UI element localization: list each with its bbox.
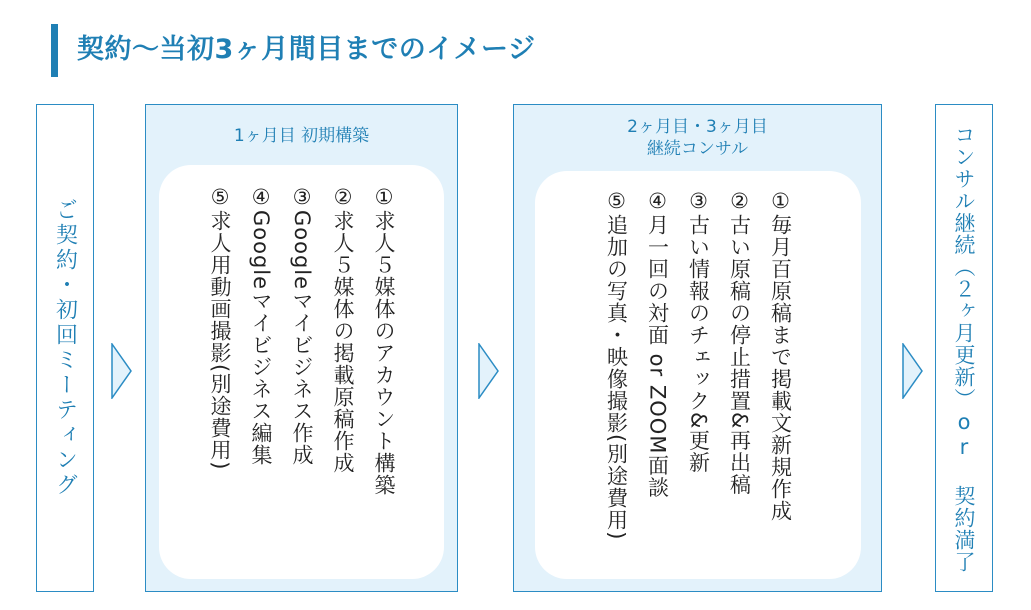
phase-1-title xyxy=(146,125,457,147)
phase-2-title-line2: 継続コンサル xyxy=(646,139,749,159)
phase-2-step xyxy=(678,189,719,579)
phase-1-step xyxy=(322,185,363,579)
step-text: 毎月百原稿まで掲載文新規作成 xyxy=(768,214,793,522)
phase-1-step xyxy=(199,185,240,579)
phase-2-step xyxy=(596,189,637,579)
phase-1-step xyxy=(281,185,322,579)
phase-1-step xyxy=(363,185,404,579)
phase-2-title-line1: 2ヶ月目・3ヶ月目 xyxy=(627,117,768,137)
step-text: Googleマイビジネス作成 xyxy=(290,210,314,467)
step-number-marker: ④ xyxy=(249,185,273,210)
start-box xyxy=(36,104,94,592)
phase-1-steps xyxy=(199,185,404,579)
phase-1-steps-panel xyxy=(159,165,444,579)
phase-2-steps xyxy=(596,189,801,579)
step-number-marker: ① xyxy=(768,189,793,214)
arrow-3-icon xyxy=(902,343,924,399)
end-box xyxy=(935,104,993,592)
phase-2-box xyxy=(513,104,882,592)
step-number-marker: ⑤ xyxy=(208,185,232,210)
phase-2-steps-panel xyxy=(535,171,861,579)
step-number-marker: ③ xyxy=(290,185,314,210)
title-accent-bar xyxy=(51,24,58,77)
step-text: 求人用動画撮影(別途費用) xyxy=(208,210,232,471)
phase-2-step xyxy=(719,189,760,579)
phase-2-step xyxy=(760,189,801,579)
arrow-1-icon xyxy=(111,343,133,399)
arrow-2-icon xyxy=(478,343,500,399)
step-text: 古い情報のチェック&更新 xyxy=(686,214,711,474)
step-text: 追加の写真・映像撮影(別途費用) xyxy=(604,214,629,541)
step-text: 求人５媒体のアカウント構築 xyxy=(372,210,396,496)
step-number-marker: ① xyxy=(372,185,396,210)
step-number-marker: ② xyxy=(727,189,752,214)
phase-2-step xyxy=(637,189,678,579)
step-number-marker: ⑤ xyxy=(604,189,629,214)
step-text: 古い原稿の停止措置&再出稿 xyxy=(727,214,752,496)
phase-1-box xyxy=(145,104,458,592)
phase-1-title-line1: 1ヶ月目 初期構築 xyxy=(233,126,370,146)
step-number-marker: ③ xyxy=(686,189,711,214)
phase-2-title xyxy=(514,116,881,160)
page-title: 契約～当初3ヶ月間目までのイメージ xyxy=(77,34,536,65)
step-text: 月一回の対面 or ZOOM面談 xyxy=(645,214,670,499)
start-box-label: ご契約・初回ミーティング xyxy=(52,198,78,498)
step-text: Googleマイビジネス編集 xyxy=(249,210,273,467)
step-number-marker: ④ xyxy=(645,189,670,214)
phase-1-step xyxy=(240,185,281,579)
step-text: 求人５媒体の掲載原稿作成 xyxy=(331,210,355,474)
end-box-label: コンサル継続（２ヶ月更新）or 契約満了 xyxy=(952,123,976,573)
step-number-marker: ② xyxy=(331,185,355,210)
